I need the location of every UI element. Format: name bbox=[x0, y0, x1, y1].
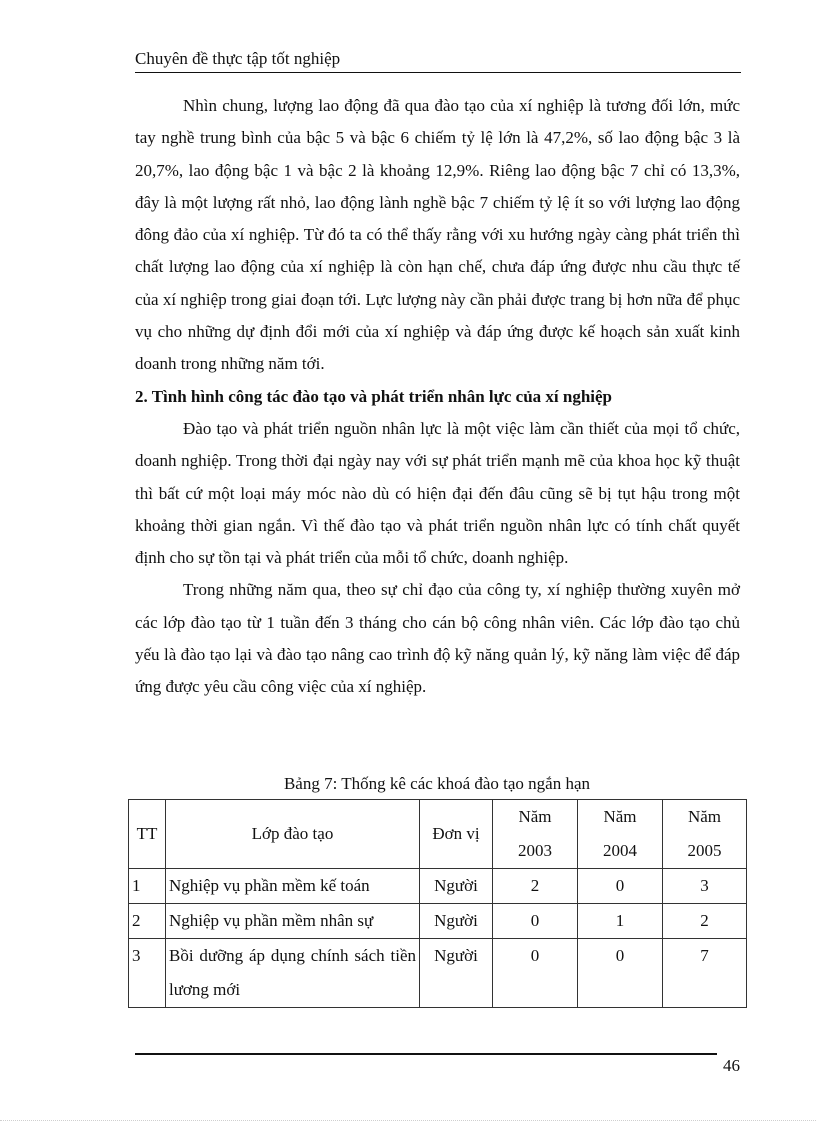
cell-2003: 0 bbox=[493, 939, 578, 1008]
page-edge-divider bbox=[0, 1120, 816, 1121]
cell-tt: 2 bbox=[129, 904, 166, 939]
table-row bbox=[129, 869, 747, 904]
cell-2004: 0 bbox=[578, 869, 663, 904]
paragraph-training-courses: Trong những năm qua, theo sự chỉ đạo của công ty, xí nghiệp thường xuyên mở các lớp đào tạo từ 1 tuần đến 3 tháng cho cán bộ công nhân viên. Các lớp đào tạo chủ yếu là đào tạo lại và đào tạo nâng cao trình độ kỹ năng quản lý, kỹ năng làm việc để đáp ứng được yêu cầu công việc của xí nghiệp. bbox=[135, 580, 740, 697]
header-2005-label: Năm bbox=[687, 807, 722, 826]
header-2004-year: 2004 bbox=[603, 841, 637, 860]
table-header-row bbox=[129, 800, 747, 869]
body-text bbox=[135, 90, 740, 704]
paragraph-training-importance: Đào tạo và phát triển nguồn nhân lực là một việc làm cần thiết của mọi tổ chức, doanh nghiệp. Trong thời đại ngày nay với sự phát triển mạnh mẽ của khoa học kỹ thuật thì bất cứ một loại máy móc nào dù có hiện đại đến đâu cũng sẽ bị tụt hậu trong một khoảng thời gian ngắn. Vì thế đào tạo và phát triển nguồn nhân lực có tính chất quyết định cho sự tồn tại và phát triển của mỗi tổ chức, doanh nghiệp. bbox=[135, 418, 740, 568]
cell-2003: 2 bbox=[493, 869, 578, 904]
header-2004 bbox=[578, 800, 663, 869]
table-caption: Bảng 7: Thống kê các khoá đào tạo ngắn hạn bbox=[283, 774, 591, 793]
cell-tt: 1 bbox=[129, 869, 166, 904]
cell-2005: 3 bbox=[663, 869, 747, 904]
cell-unit: Người bbox=[420, 904, 493, 939]
header-2005-year: 2005 bbox=[687, 841, 722, 860]
footer-divider bbox=[135, 1053, 717, 1055]
cell-tt: 3 bbox=[129, 939, 166, 1008]
running-header: Chuyên đề thực tập tốt nghiệp bbox=[135, 48, 741, 73]
section-heading: 2. Tình hình công tác đào tạo và phát triển nhân lực của xí nghiệp bbox=[135, 386, 613, 406]
page-number: 46 bbox=[723, 1056, 740, 1075]
header-2003 bbox=[493, 800, 578, 869]
cell-2004: 1 bbox=[578, 904, 663, 939]
cell-2003: 0 bbox=[493, 904, 578, 939]
cell-course: Nghiệp vụ phần mềm nhân sự bbox=[166, 904, 420, 939]
cell-2004: 0 bbox=[578, 939, 663, 1008]
header-2004-label: Năm bbox=[603, 807, 637, 826]
header-unit: Đơn vị bbox=[420, 800, 493, 869]
cell-2005: 7 bbox=[663, 939, 747, 1008]
header-2005 bbox=[663, 800, 747, 869]
table-row bbox=[129, 939, 747, 1008]
header-course: Lớp đào tạo bbox=[166, 800, 420, 869]
header-2003-year: 2003 bbox=[518, 841, 552, 860]
header-tt: TT bbox=[129, 800, 166, 869]
paragraph-summary: Nhìn chung, lượng lao động đã qua đào tạo của xí nghiệp là tương đối lớn, mức tay nghề trung bình của bậc 5 và bậc 6 chiếm tỷ lệ lớn là 47,2%, số lao động bậc 3 là 20,7%, lao động bậc 1 và bậc 2 là khoảng 12,9%. Riêng lao động bậc 7 chỉ có 13,3%, đây là một lượng rất nhỏ, lao động lành nghề bậc 7 chiếm tỷ lệ ít so với lượng lao động đông đảo của xí nghiệp. Từ đó ta có thể thấy rằng với xu hướng ngày càng phát triển thì chất lượng lao động của xí nghiệp là còn hạn chế, chưa đáp ứng được nhu cầu thực tế của xí nghiệp trong giai đoạn tới. Lực lượng này cần phải được trang bị hơn nữa để phục vụ cho những dự định đổi mới của xí nghiệp và đáp ứng được kế hoạch sản xuất kinh doanh trong những năm tới. bbox=[135, 96, 740, 374]
training-table bbox=[128, 799, 747, 1008]
cell-unit: Người bbox=[420, 869, 493, 904]
header-2003-label: Năm bbox=[518, 807, 552, 826]
table-row bbox=[129, 904, 747, 939]
cell-2005: 2 bbox=[663, 904, 747, 939]
cell-unit: Người bbox=[420, 939, 493, 1008]
cell-course: Bồi dưỡng áp dụng chính sách tiền lương mới bbox=[166, 939, 420, 1008]
cell-course: Nghiệp vụ phần mềm kế toán bbox=[166, 869, 420, 904]
